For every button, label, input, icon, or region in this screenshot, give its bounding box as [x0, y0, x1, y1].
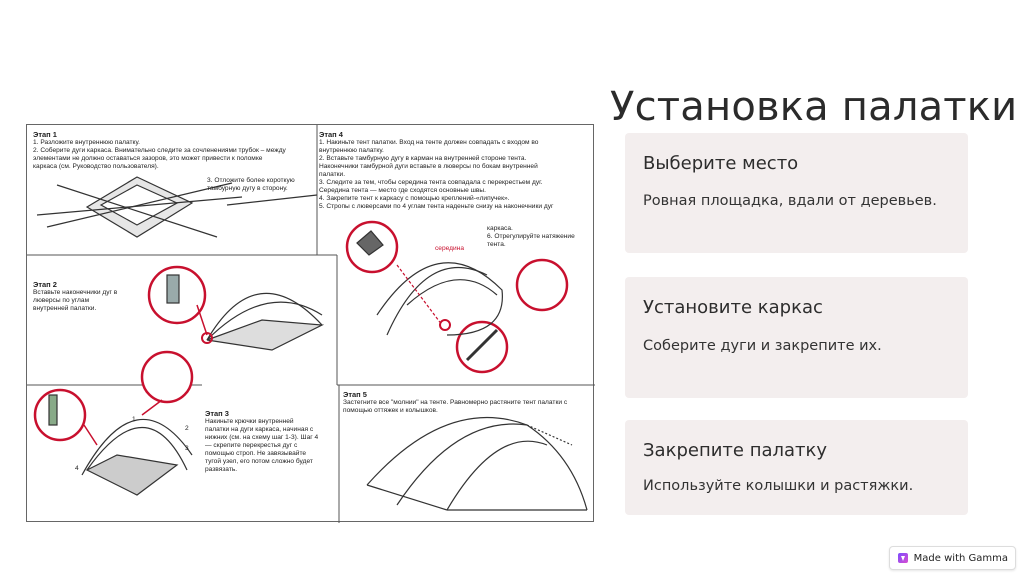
step4-heading: Этап 4	[319, 130, 343, 139]
card-heading: Выберите место	[643, 153, 799, 174]
made-with-gamma-badge[interactable]	[889, 546, 1016, 570]
step4-line: 5. Стропы с люверсами по 4 углам тента наденьте снизу на наконечники дуг	[319, 203, 554, 210]
step2-line: Вставьте наконечники дуг в	[33, 289, 118, 296]
step4-line: 1. Накиньте тент палатки. Вход на тенте должен совпадать с входом во	[319, 139, 539, 146]
step3-number: 3	[185, 445, 189, 452]
step4-line: Середина тента — место где сходятся основные швы.	[319, 187, 486, 194]
step4-line: палатки.	[319, 171, 346, 178]
step3-line: помощью строп. Не завязывайте	[205, 450, 307, 457]
step3-panel	[205, 409, 333, 474]
step1-line: 2. Соберите дуги каркаса. Внимательно следите за сочленениями трубок – между	[33, 147, 286, 154]
step2-drawing	[149, 267, 322, 350]
step4-tail	[487, 225, 592, 249]
step4-tail-line: 6. Отрегулируйте натяжение	[487, 233, 575, 240]
step4-line: 2. Вставьте тамбурную дугу в карман на внутренней стороне тента.	[319, 155, 527, 162]
step1-note-line: 3. Отложите более короткую	[207, 177, 295, 184]
step5-drawing	[367, 418, 587, 511]
step2-line: люверсы по углам	[33, 297, 90, 304]
step1-note	[207, 177, 322, 193]
step3-heading: Этап 3	[205, 409, 229, 418]
badge-label: Made with Gamma	[913, 552, 1008, 564]
step5-heading: Этап 5	[343, 390, 367, 399]
step2-panel	[33, 280, 143, 313]
card-choose-place	[625, 133, 968, 253]
card-install-frame	[625, 277, 968, 398]
step4-line: 3. Следите за тем, чтобы середина тента совпадала с перекрестьем дуг.	[319, 179, 543, 186]
step3-line: — скрепите перекрестья дуг с	[205, 442, 298, 449]
card-secure-tent	[625, 420, 968, 515]
step4-line: 4. Закрепите тент к каркасу с помощью креплений-«липучек».	[319, 195, 510, 202]
step3-line: палатки на дуги каркаса, начиная с	[205, 426, 314, 433]
card-text: Используйте колышки и растяжки.	[643, 478, 914, 494]
step3-line: Накиньте крючки внутренней	[205, 418, 294, 425]
step4-middle-label: середина	[435, 245, 464, 252]
step3-line: тугой узел, его потом сложно будет	[205, 458, 313, 465]
step4-tail-line: каркаса.	[487, 225, 513, 232]
step1-line: каркаса (см. Руководство пользователя).	[33, 163, 159, 170]
step2-line: внутренней палатки.	[33, 305, 97, 312]
step1-heading: Этап 1	[33, 130, 57, 139]
step4-tail-line: тента.	[487, 241, 506, 248]
step1-note-line: тамбурную дугу в сторону.	[207, 185, 288, 192]
step3-line: нижних (см. на схему шаг 1-3). Шаг 4	[205, 434, 319, 441]
step2-heading: Этап 2	[33, 280, 57, 289]
step4-line: внутреннюю палатку.	[319, 147, 384, 154]
card-heading: Установите каркас	[643, 297, 823, 318]
step3-line: развязать.	[205, 466, 238, 473]
step5-panel	[343, 390, 593, 415]
step1-panel	[33, 130, 318, 171]
slide-title: Установка палатки	[610, 84, 1018, 130]
step3-drawing	[35, 352, 192, 495]
gamma-logo-icon	[897, 552, 909, 564]
step4-line: Наконечники тамбурной дуги вставьте в люверсы по бокам внутренней	[319, 163, 538, 170]
step3-number: 4	[75, 465, 79, 472]
card-heading: Закрепите палатку	[643, 440, 828, 461]
step3-number: 1	[132, 416, 136, 423]
step1-line: элементами не должно оставаться зазоров, это может привести к поломке	[33, 155, 263, 162]
step1-line: 1. Разложите внутреннюю палатку.	[33, 139, 140, 146]
step3-number: 2	[185, 425, 189, 432]
tent-instruction-figure	[26, 124, 594, 522]
step5-line: помощью оттяжек и колышков.	[343, 407, 438, 414]
step5-line: Застегните все "молнии" на тенте. Равномерно растяните тент палатки с	[343, 399, 568, 406]
card-text: Соберите дуги и закрепите их.	[643, 338, 882, 354]
card-text: Ровная площадка, вдали от деревьев.	[643, 193, 937, 209]
step4-panel	[319, 130, 591, 211]
